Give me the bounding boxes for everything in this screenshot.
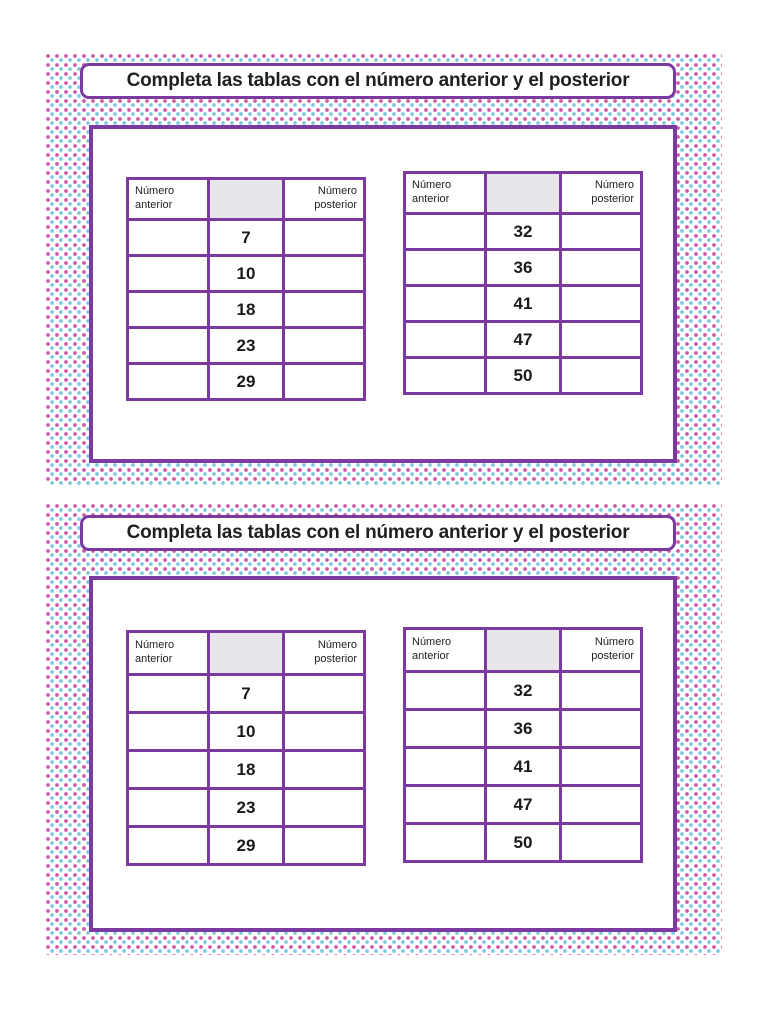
answer-cell-previous[interactable] <box>128 256 209 292</box>
table-row <box>405 286 642 322</box>
header-previous-number: Número anterior <box>405 629 486 672</box>
header-previous-number: Número anterior <box>128 632 209 675</box>
answer-cell-next[interactable] <box>561 286 642 322</box>
header-given-number <box>486 173 561 214</box>
answer-cell-next[interactable] <box>284 827 365 865</box>
answer-cell-next[interactable] <box>284 220 365 256</box>
table-row <box>128 675 365 713</box>
answer-cell-next[interactable] <box>561 748 642 786</box>
table-row <box>405 748 642 786</box>
table-header-row <box>405 173 642 214</box>
table-row <box>405 358 642 394</box>
table-row <box>128 292 365 328</box>
answer-cell-next[interactable] <box>284 713 365 751</box>
given-number: 29 <box>209 364 284 400</box>
table-row <box>128 220 365 256</box>
answer-cell-previous[interactable] <box>405 824 486 862</box>
header-previous-number: Número anterior <box>405 173 486 214</box>
answer-cell-previous[interactable] <box>405 322 486 358</box>
table-row <box>405 250 642 286</box>
given-number: 41 <box>486 286 561 322</box>
answer-cell-next[interactable] <box>561 214 642 250</box>
given-number: 7 <box>209 220 284 256</box>
header-given-number <box>209 632 284 675</box>
given-number: 10 <box>209 256 284 292</box>
answer-cell-previous[interactable] <box>405 748 486 786</box>
answer-cell-next[interactable] <box>561 786 642 824</box>
given-number: 47 <box>486 786 561 824</box>
answer-cell-previous[interactable] <box>128 789 209 827</box>
number-table-right <box>403 627 643 863</box>
header-next-number: Número posterior <box>561 173 642 214</box>
answer-cell-next[interactable] <box>561 710 642 748</box>
table-row <box>128 328 365 364</box>
answer-cell-previous[interactable] <box>405 358 486 394</box>
given-number: 32 <box>486 214 561 250</box>
answer-cell-previous[interactable] <box>128 220 209 256</box>
given-number: 18 <box>209 751 284 789</box>
given-number: 18 <box>209 292 284 328</box>
answer-cell-next[interactable] <box>284 292 365 328</box>
answer-cell-previous[interactable] <box>128 364 209 400</box>
given-number: 47 <box>486 322 561 358</box>
given-number: 10 <box>209 713 284 751</box>
header-next-number: Número posterior <box>561 629 642 672</box>
answer-cell-previous[interactable] <box>128 713 209 751</box>
tables-panel <box>89 576 677 932</box>
answer-cell-next[interactable] <box>561 322 642 358</box>
header-given-number <box>486 629 561 672</box>
answer-cell-next[interactable] <box>284 364 365 400</box>
table-row <box>128 256 365 292</box>
answer-cell-previous[interactable] <box>405 672 486 710</box>
worksheet-card-1 <box>45 53 722 485</box>
table-row <box>405 214 642 250</box>
answer-cell-next[interactable] <box>561 250 642 286</box>
answer-cell-next[interactable] <box>284 328 365 364</box>
answer-cell-previous[interactable] <box>128 751 209 789</box>
given-number: 50 <box>486 824 561 862</box>
answer-cell-next[interactable] <box>284 751 365 789</box>
answer-cell-previous[interactable] <box>405 250 486 286</box>
header-given-number <box>209 179 284 220</box>
answer-cell-previous[interactable] <box>405 710 486 748</box>
answer-cell-next[interactable] <box>561 824 642 862</box>
answer-cell-previous[interactable] <box>128 675 209 713</box>
table-row <box>128 364 365 400</box>
table-header-row <box>128 632 365 675</box>
table-row <box>128 789 365 827</box>
answer-cell-previous[interactable] <box>128 328 209 364</box>
answer-cell-next[interactable] <box>284 675 365 713</box>
answer-cell-previous[interactable] <box>128 827 209 865</box>
given-number: 50 <box>486 358 561 394</box>
table-header-row <box>128 179 365 220</box>
table-row <box>128 751 365 789</box>
answer-cell-next[interactable] <box>561 672 642 710</box>
answer-cell-previous[interactable] <box>128 292 209 328</box>
number-table-left <box>126 177 366 401</box>
worksheet-title: Completa las tablas con el número anterior y el posterior <box>80 63 676 99</box>
given-number: 7 <box>209 675 284 713</box>
table-header-row <box>405 629 642 672</box>
header-previous-number: Número anterior <box>128 179 209 220</box>
table-row <box>128 713 365 751</box>
header-next-number: Número posterior <box>284 179 365 220</box>
tables-panel <box>89 125 677 463</box>
answer-cell-previous[interactable] <box>405 214 486 250</box>
answer-cell-next[interactable] <box>284 256 365 292</box>
worksheet-title: Completa las tablas con el número anterior y el posterior <box>80 515 676 551</box>
table-row <box>405 672 642 710</box>
given-number: 29 <box>209 827 284 865</box>
given-number: 23 <box>209 789 284 827</box>
answer-cell-previous[interactable] <box>405 786 486 824</box>
table-row <box>405 710 642 748</box>
given-number: 41 <box>486 748 561 786</box>
table-row <box>405 786 642 824</box>
answer-cell-previous[interactable] <box>405 286 486 322</box>
given-number: 23 <box>209 328 284 364</box>
number-table-left <box>126 630 366 866</box>
table-row <box>405 322 642 358</box>
given-number: 36 <box>486 250 561 286</box>
answer-cell-next[interactable] <box>561 358 642 394</box>
given-number: 36 <box>486 710 561 748</box>
header-next-number: Número posterior <box>284 632 365 675</box>
given-number: 32 <box>486 672 561 710</box>
worksheet-card-2 <box>45 503 722 955</box>
table-row <box>128 827 365 865</box>
table-row <box>405 824 642 862</box>
number-table-right <box>403 171 643 395</box>
answer-cell-next[interactable] <box>284 789 365 827</box>
